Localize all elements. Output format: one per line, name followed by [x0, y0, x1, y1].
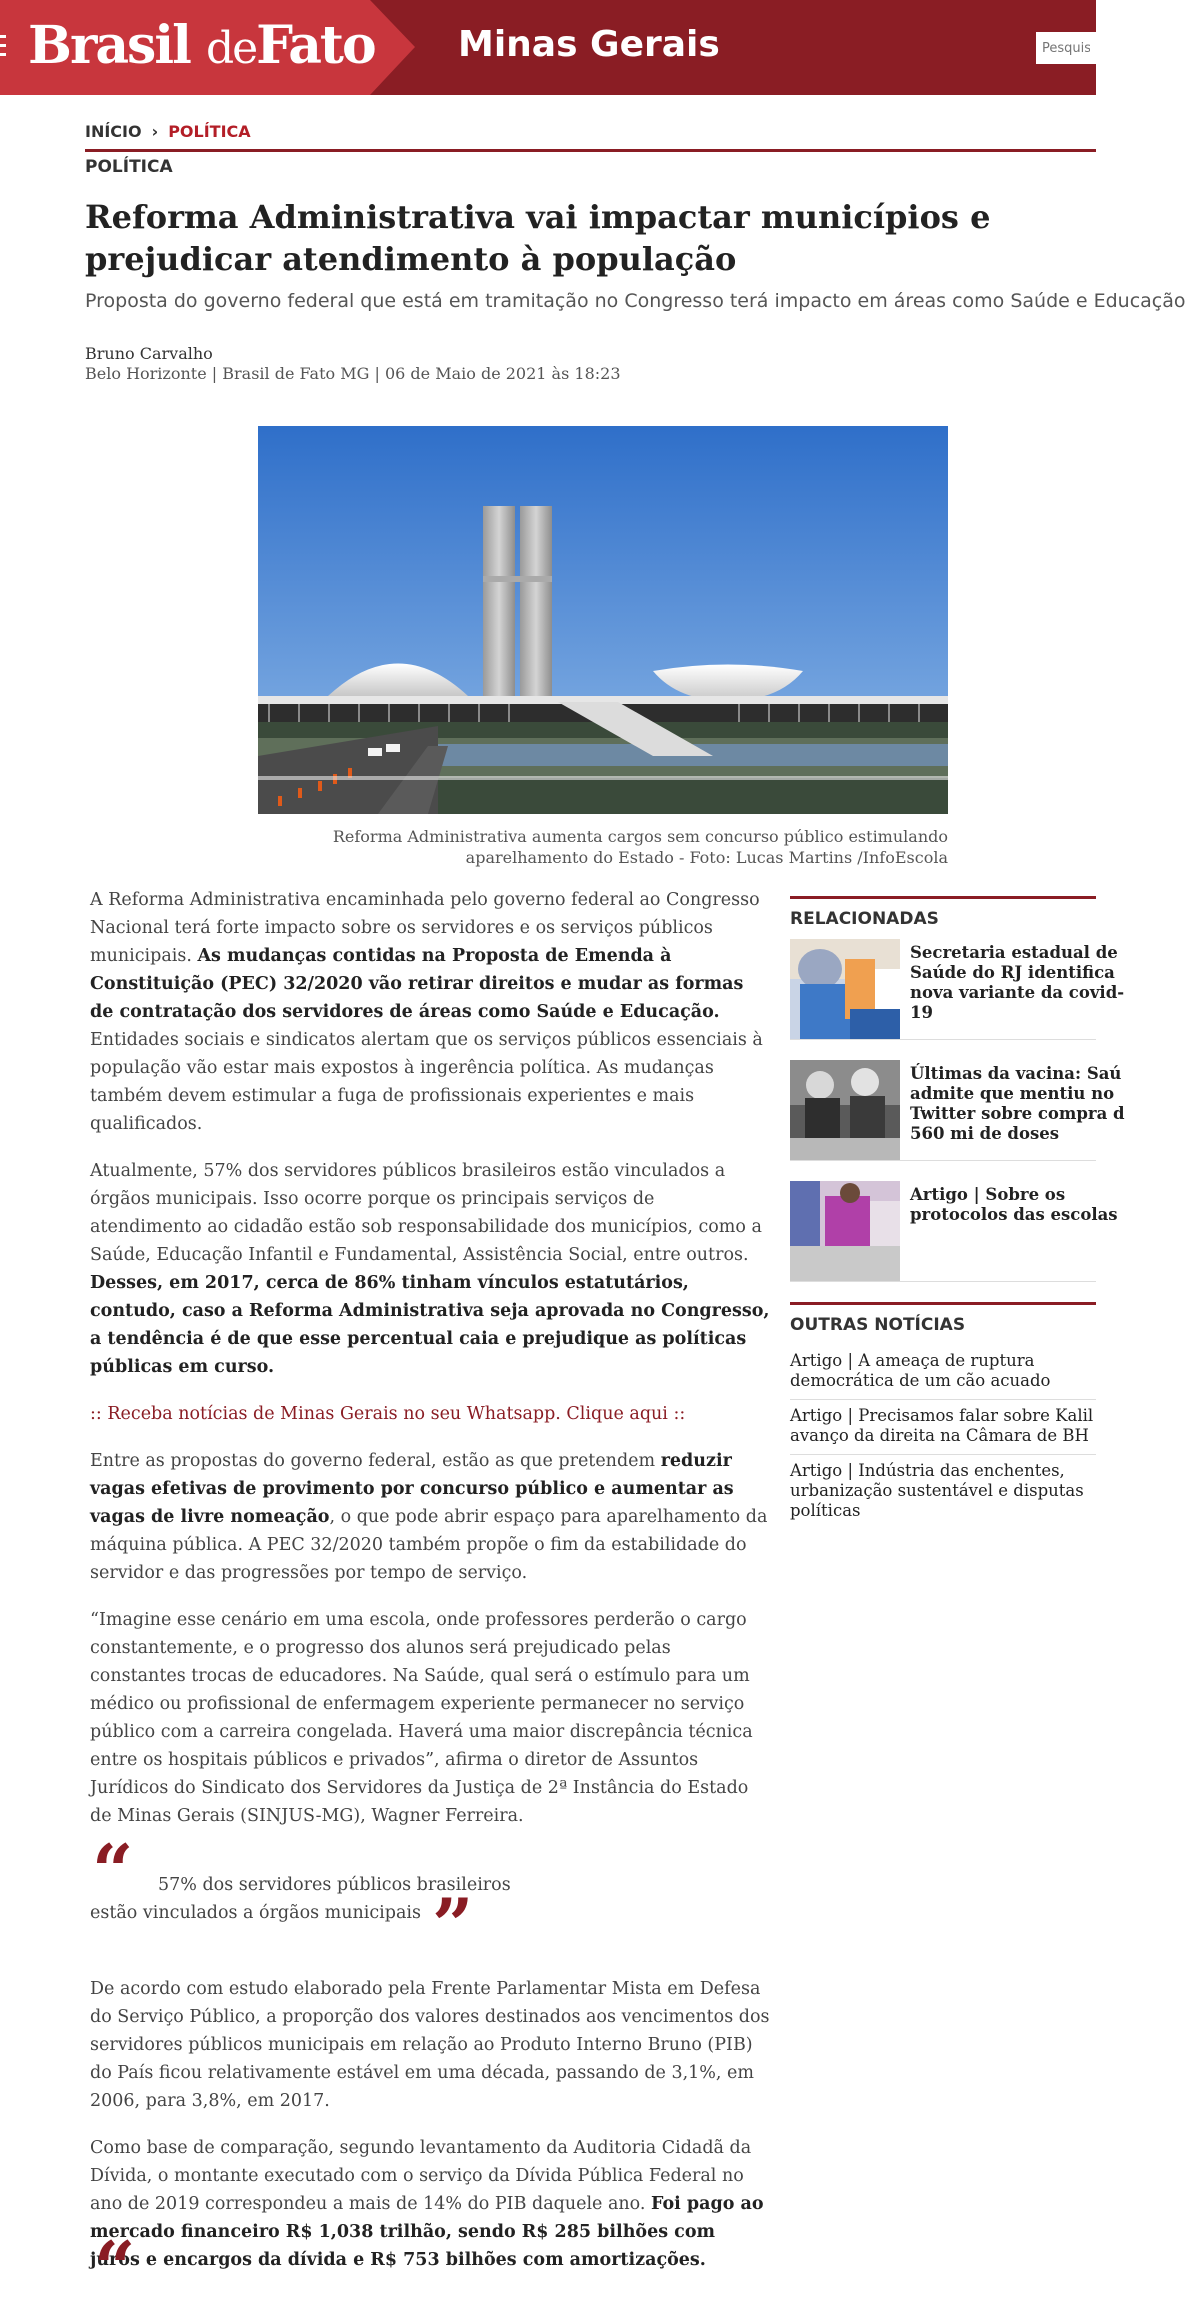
- whatsapp-link[interactable]: :: Receba notícias de Minas Gerais no seu Whatsapp. Clique aqui ::: [90, 1404, 686, 1424]
- related-title-text[interactable]: [910, 1185, 1118, 1225]
- related-title-text[interactable]: [910, 1064, 1125, 1144]
- paragraph-bold-text: reduzir vagas efetivas de provimento por concurso público e aumentar as vagas de livre nomeação: [90, 1451, 734, 1527]
- others-title: OUTRAS NOTÍCIAS: [790, 1315, 966, 1335]
- other-news-line: Artigo | Indústria das enchentes,: [790, 1461, 1065, 1480]
- related-line: Últimas da vacina: Saú: [910, 1064, 1122, 1083]
- paragraph-text: Entre as propostas do governo federal, estão as que pretendem: [90, 1451, 661, 1471]
- region-title[interactable]: Minas Gerais: [458, 24, 720, 65]
- other-news-line: democrática de um cão acuado: [790, 1371, 1051, 1390]
- related-line: Twitter sobre compra d: [910, 1104, 1125, 1123]
- author-name: Bruno Carvalho: [85, 344, 213, 363]
- paragraph-bold-text: Desses, em 2017, cerca de 86% tinham vínculos estatutários, contudo, caso a Reforma Administrativa seja aprovada no Congresso, a tendência é de que esse percentual caia e prejudique as políticas públicas em curso.: [90, 1273, 770, 1377]
- sidebar: [790, 896, 1125, 1529]
- category-label[interactable]: POLÍTICA: [85, 157, 173, 177]
- related-title: RELACIONADAS: [790, 909, 939, 929]
- other-news-item[interactable]: [790, 1455, 1096, 1529]
- related-line: Saúde do RJ identifica: [910, 963, 1115, 982]
- other-news-list: [790, 1345, 1096, 1529]
- quote-open-icon: “: [94, 2225, 136, 2310]
- search-input[interactable]: [1036, 32, 1096, 64]
- related-line: Secretaria estadual de: [910, 943, 1118, 962]
- article-meta: Belo Horizonte | Brasil de Fato MG | 06 de Maio de 2021 às 18:23: [85, 364, 621, 383]
- logo-fato-text: Fato: [256, 15, 375, 76]
- site-logo[interactable]: [28, 16, 375, 79]
- paragraph-text: Como base de comparação, segundo levantamento da Auditoria Cidadã da Dívida, o montante executado com o serviço da Dívida Pública Federal no ano de 2019 correspondeu a mais de 14% do PIB daquele ano.: [90, 2138, 752, 2214]
- article-outlet: Brasil de Fato MG: [222, 364, 370, 383]
- article-body: [90, 886, 770, 2293]
- related-item[interactable]: [790, 1060, 1125, 1161]
- logo-brand-text: Brasil: [28, 15, 190, 76]
- quote-open-icon: “: [92, 1828, 134, 1913]
- related-thumbnail[interactable]: [790, 1181, 900, 1281]
- article-paragraph: [90, 1447, 770, 1587]
- paragraph-text: Atualmente, 57% dos servidores públicos brasileiros estão vinculados a órgãos municipais. Isso ocorre porque os principais serviços de atendimento ao cidadão estão sob responsabilidade dos municípios, como a Saúde, Educação Infantil e Fundamental, Assistência Social, entre outros.: [90, 1161, 762, 1265]
- pull-quote: [90, 1828, 770, 1967]
- logo-de-text: de: [205, 23, 257, 74]
- article-photo: [258, 426, 948, 814]
- paragraph-bold-text: Foi pago ao mercado financeiro R$ 1,038 trilhão, sendo R$ 285 bilhões com juros e encargos da dívida e R$ 753 bilhões com amortizações.: [90, 2194, 764, 2270]
- article-date: 06 de Maio de 2021 às 18:23: [384, 364, 621, 383]
- related-line: 19: [910, 1003, 933, 1022]
- site-header: [0, 0, 1096, 95]
- related-line: 560 mi de doses: [910, 1124, 1060, 1143]
- whatsapp-paragraph: [90, 1400, 770, 1428]
- related-item[interactable]: [790, 1181, 1118, 1282]
- article-paragraph: De acordo com estudo elaborado pela Frente Parlamentar Mista em Defesa do Serviço Público, a proporção dos valores destinados aos vencimentos dos servidores públicos municipais em relação ao Produto Interno Bruno (PIB) do País ficou relativamente estável em uma década, passando de 3,1%, em 2006, para 3,8%, em 2017.: [90, 1979, 770, 2111]
- section-divider: [790, 896, 1096, 899]
- related-line: protocolos das escolas: [910, 1205, 1118, 1224]
- article-paragraph: “Imagine esse cenário em uma escola, onde professores perderão o cargo constantemente, e o progresso dos alunos será prejudicado pelas constantes trocas de educadores. Na Saúde, qual será o estímulo para um médico ou profissional de enfermagem experiente permanecer no serviço público com a carreira congelada. Haverá uma maior discrepância técnica entre os hospitais públicos e privados”, afirma o diretor de Assuntos Jurídicos do Sindicato dos Servidores da Justiça de 2ª Instância do Estado de Minas Gerais (SINJUS-MG), Wagner Ferreira.: [90, 1610, 753, 1826]
- related-thumbnail[interactable]: [790, 939, 900, 1039]
- other-news-item[interactable]: [790, 1345, 1096, 1400]
- article-paragraph: [90, 886, 770, 1138]
- article-title: Reforma Administrativa vai impactar municípios e prejudicar atendimento à população: [85, 198, 991, 278]
- breadcrumb-current[interactable]: POLÍTICA: [168, 122, 251, 141]
- breadcrumb-divider: [85, 149, 1096, 152]
- section-divider: [790, 1302, 1096, 1305]
- other-news-line: Artigo | Precisamos falar sobre Kalil: [790, 1406, 1094, 1425]
- paragraph-bold-text: As mudanças contidas na Proposta de Emenda à Constituição (PEC) 32/2020 vão retirar direitos e mudar as formas de contratação dos servidores de áreas como Saúde e Educação.: [90, 946, 744, 1022]
- related-line: admite que mentiu no: [910, 1084, 1115, 1103]
- breadcrumb: [85, 122, 251, 141]
- other-news-line: urbanização sustentável e disputas: [790, 1481, 1084, 1500]
- chevron-right-icon: ›: [151, 122, 159, 141]
- other-news-line: políticas: [790, 1501, 861, 1520]
- paragraph-text: , o que pode abrir espaço para aparelhamento da máquina pública. A PEC 32/2020 também propõe o fim da estabilidade do servidor e das progressões por tempo de serviço.: [90, 1507, 768, 1583]
- article-paragraph: [90, 1157, 770, 1381]
- article-paragraph: [90, 2134, 770, 2274]
- other-news-line: avanço da direita na Câmara de BH: [790, 1426, 1089, 1445]
- article-location: Belo Horizonte: [85, 364, 207, 383]
- related-line: nova variante da covid-: [910, 983, 1125, 1002]
- related-thumbnail[interactable]: [790, 1060, 900, 1160]
- article-subtitle: Proposta do governo federal que está em tramitação no Congresso terá impacto em áreas como Saúde e Educação: [85, 290, 1186, 312]
- other-news-line: Artigo | A ameaça de ruptura: [790, 1351, 1035, 1370]
- menu-icon[interactable]: [0, 35, 6, 61]
- pull-quote-text: 57% dos servidores públicos brasileiros estão vinculados a órgãos municipais: [90, 1875, 511, 1923]
- other-news-item[interactable]: [790, 1400, 1096, 1455]
- breadcrumb-home[interactable]: INÍCIO: [85, 122, 142, 141]
- paragraph-text: Entidades sociais e sindicatos alertam que os serviços públicos essenciais à população vão estar mais expostos à ingerência política. As mudanças também devem estimular a fuga de profissionais experientes e mais qualificados.: [90, 1030, 763, 1134]
- related-line: Artigo | Sobre os: [910, 1185, 1066, 1204]
- quote-close-icon: ”: [432, 1882, 474, 1967]
- photo-caption: Reforma Administrativa aumenta cargos sem concurso público estimulando aparelhamento do Estado - Foto: Lucas Martins /InfoEscola: [332, 827, 948, 867]
- paragraph-text: A Reforma Administrativa encaminhada pelo governo federal ao Congresso Nacional terá forte impacto sobre os servidores e os serviços públicos municipais.: [90, 890, 760, 966]
- related-item[interactable]: [790, 939, 1125, 1040]
- related-title-text[interactable]: [910, 943, 1125, 1023]
